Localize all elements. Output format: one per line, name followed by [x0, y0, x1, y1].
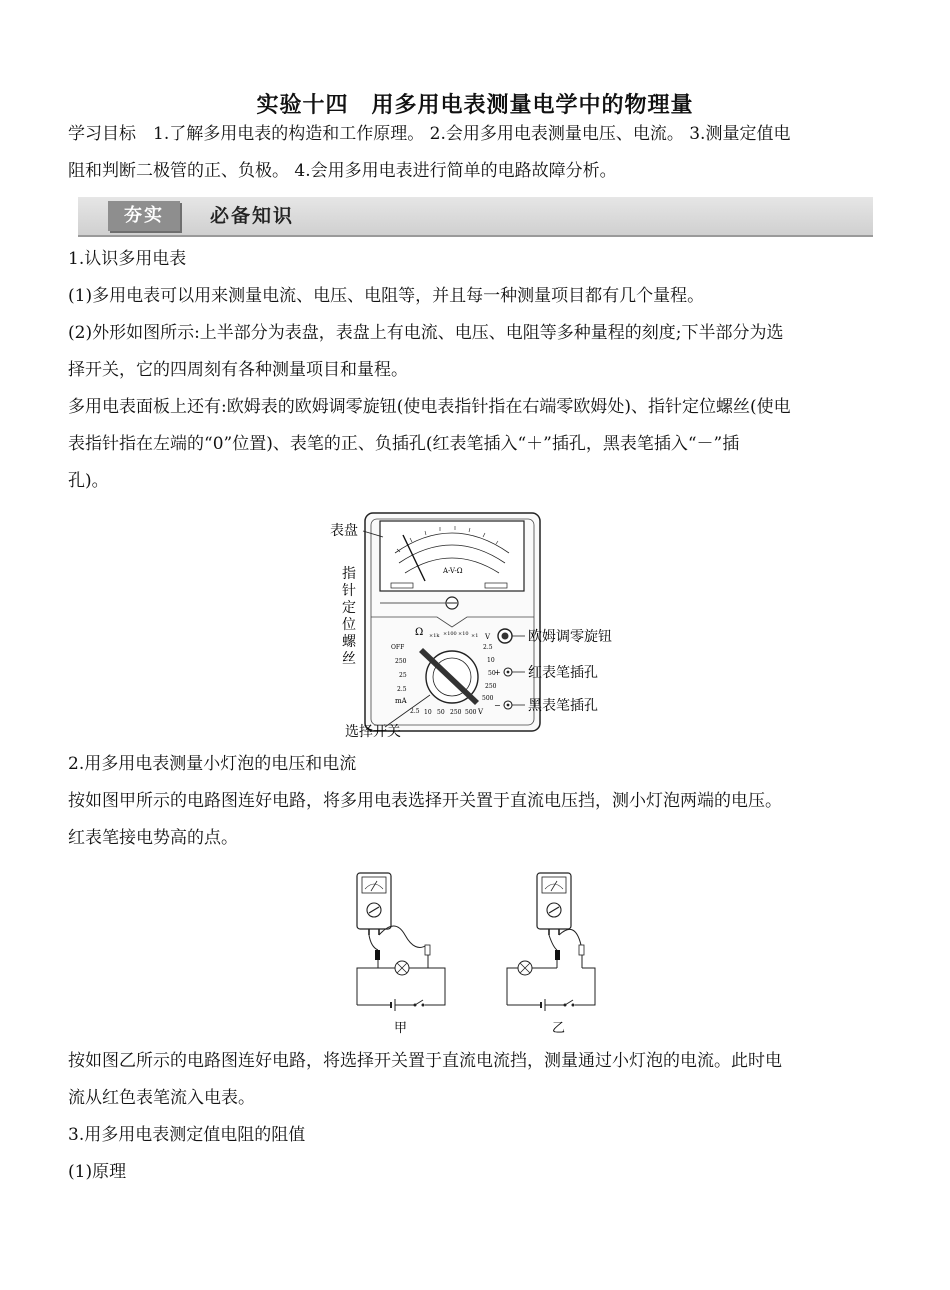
screw-label-char-3: 定 [342, 600, 356, 616]
ma-tick-250: 250 [395, 658, 407, 665]
ohm-range-1: ×1 [471, 633, 479, 639]
v-tick-10: 10 [487, 657, 495, 664]
circuit-jia [357, 873, 445, 1036]
page-title: 实验十四 用多用电表测量电学中的物理量 [256, 93, 694, 118]
off-label: OFF [391, 644, 405, 651]
switch-label: 选择开关 [345, 724, 401, 740]
section-2 [68, 746, 880, 857]
s1-heading: 1.认识多用电表 [68, 249, 187, 269]
s1-p2-line1: (2)外形如图所示:上半部分为表盘，表盘上有电流、电压、电阻等多种量程的刻度;下半部分为选 [68, 323, 784, 343]
screw-label-char-2: 针 [342, 583, 356, 599]
screw-label-char-1: 指 [342, 566, 356, 582]
meter-dial [380, 521, 524, 591]
v-tick-500: 500 [482, 695, 494, 702]
acv-tick-250: 250 [450, 709, 462, 716]
s2-p2: 红表笔接电势高的点。 [68, 828, 238, 848]
s1-p2-line2: 择开关，它的四周刻有各种测量项目和量程。 [68, 360, 408, 380]
section-banner [78, 197, 873, 237]
s2-heading: 2.用多用电表测量小灯泡的电压和电流 [68, 754, 357, 774]
knob-v-label: V [485, 633, 491, 641]
omega-label: Ω [415, 627, 424, 638]
s3-heading: 3.用多用电表测定值电阻的阻值 [68, 1125, 306, 1145]
screw-label-char-6: 丝 [342, 651, 356, 667]
acv-tick-10: 10 [424, 709, 432, 716]
acv-label: V [478, 708, 484, 716]
black-jack-label: 黑表笔插孔 [528, 698, 598, 714]
minus-jack-label: − [494, 701, 501, 710]
s1-p3-line1: 多用电表面板上还有:欧姆表的欧姆调零旋钮(使电表指针指在右端零欧姆处)、指针定位螺丝(使电 [68, 397, 791, 417]
s1-p1: (1)多用电表可以用来测量电流、电压、电阻等，并且每一种测量项目都有几个量程。 [68, 286, 705, 306]
dial-label: 表盘 [330, 523, 358, 539]
s2-p1: 按如图甲所示的电路图连好电路，将多用电表选择开关置于直流电压挡，测小灯泡两端的电压。 [68, 791, 782, 811]
ma-tick-25: 25 [399, 672, 407, 679]
s2b-p2: 流从红色表笔流入电表。 [68, 1088, 255, 1108]
objectives-line-2: 阻和判断二极管的正、负极。 4.会用多用电表进行简单的电路故障分析。 [68, 161, 617, 181]
acv-tick-50: 50 [437, 709, 445, 716]
acv-tick-500: 500 [465, 709, 477, 716]
section-2b [68, 1043, 880, 1191]
ohm-range-10: ×10 [458, 631, 469, 637]
section-tag: 夯实 [108, 201, 180, 231]
screw-label-char-5: 螺 [342, 634, 356, 650]
caption-jia: 甲 [394, 1021, 408, 1036]
v-tick-250: 250 [485, 683, 497, 690]
s1-p3-line2: 表指针指在左端的“0”位置)、表笔的正、负插孔(红表笔插入“＋”插孔，黑表笔插入“－”插 [68, 434, 740, 454]
v-tick-2.5: 2.5 [483, 644, 493, 651]
meter-scale-label: A-V-Ω [443, 567, 463, 575]
circuit-figure [345, 865, 615, 1040]
s1-p3-line3: 孔)。 [68, 471, 109, 491]
objectives-line-1: 学习目标 1.了解多用电表的构造和工作原理。 2.会用多用电表测量电压、电流。 3.测量定值电 [68, 124, 791, 144]
caption-yi: 乙 [552, 1021, 566, 1036]
acv-tick-2.5: 2.5 [410, 708, 420, 715]
ma-label: mA [395, 697, 407, 705]
plus-jack-label: + [494, 668, 501, 677]
ohm-range-100: ×100 [443, 631, 457, 637]
ma-tick-2.5: 2.5 [397, 686, 407, 693]
v-tick-50: 50 [488, 670, 496, 677]
section-title: 必备知识 [210, 205, 295, 227]
s3-p1: (1)原理 [68, 1162, 127, 1182]
knob-label: 欧姆调零旋钮 [528, 629, 612, 645]
s2b-p1: 按如图乙所示的电路图连好电路，将选择开关置于直流电流挡，测量通过小灯泡的电流。此时电 [68, 1051, 782, 1071]
section-1 [68, 241, 880, 500]
circuit-yi [507, 873, 595, 1036]
learning-objectives [68, 116, 880, 190]
screw-label-char-4: 位 [342, 617, 356, 633]
multimeter-figure [325, 505, 645, 740]
red-jack-label: 红表笔插孔 [528, 665, 598, 681]
ohm-range-1k: ×1k [429, 633, 440, 639]
